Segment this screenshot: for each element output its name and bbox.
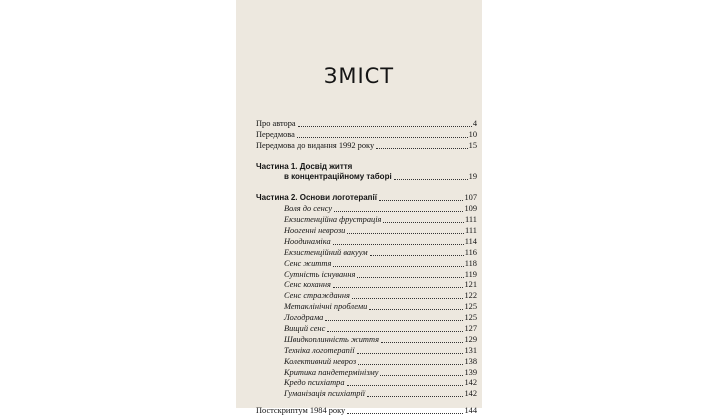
toc-subentry[interactable]: Воля до сенсу 109 [284,204,477,214]
toc-subentry[interactable]: Екзистенційна фрустрація 111 [284,215,477,225]
toc-subentry[interactable]: Кредо психіатра 142 [284,378,477,388]
toc-subentry[interactable]: Логодрама 125 [284,313,477,323]
page-title: ЗМІСТ [323,64,395,88]
toc-subentry[interactable]: Техніка логотерапії 131 [284,345,477,355]
toc-part-1-line1[interactable]: Частина 1. Досвід життя [256,161,353,171]
toc-entry[interactable]: Постскриптум 1984 року 144 [256,406,477,416]
toc-subentry[interactable]: Сенс страждання 122 [284,291,477,301]
toc-part-1-line2[interactable]: в концентраційному таборі 19 [284,172,477,182]
toc-subentry[interactable]: Метаклінічні проблеми 125 [284,302,477,312]
toc-subentry[interactable]: Колективний невроз 138 [284,356,477,366]
table-of-contents [256,118,477,416]
toc-subentry[interactable]: Екзистенційний вакуум 116 [284,247,477,257]
toc-subentry[interactable]: Ноогенні неврози 111 [284,226,477,236]
toc-subentry[interactable]: Сутність існування 119 [284,269,477,279]
toc-entry[interactable]: Передмова до видання 1992 року 15 [256,140,477,150]
toc-subentry[interactable]: Гуманізація психіатрії 142 [284,389,477,399]
toc-subentry[interactable]: Критика пандетермінізму 139 [284,367,477,377]
toc-part-2[interactable]: Частина 2. Основи логотерапії 107 [256,193,477,203]
toc-entry[interactable]: Про автора 4 [256,118,477,128]
toc-subentry[interactable]: Сенс кохання 121 [284,280,477,290]
toc-subentry[interactable]: Вищий сенс 127 [284,324,477,334]
toc-subentry[interactable]: Швидкоплинність життя 129 [284,334,477,344]
book-page [236,0,482,416]
toc-entry[interactable]: Передмова 10 [256,129,477,139]
toc-subentry[interactable]: Ноодинаміка 114 [284,236,477,246]
toc-subentry[interactable]: Сенс життя 118 [284,258,477,268]
